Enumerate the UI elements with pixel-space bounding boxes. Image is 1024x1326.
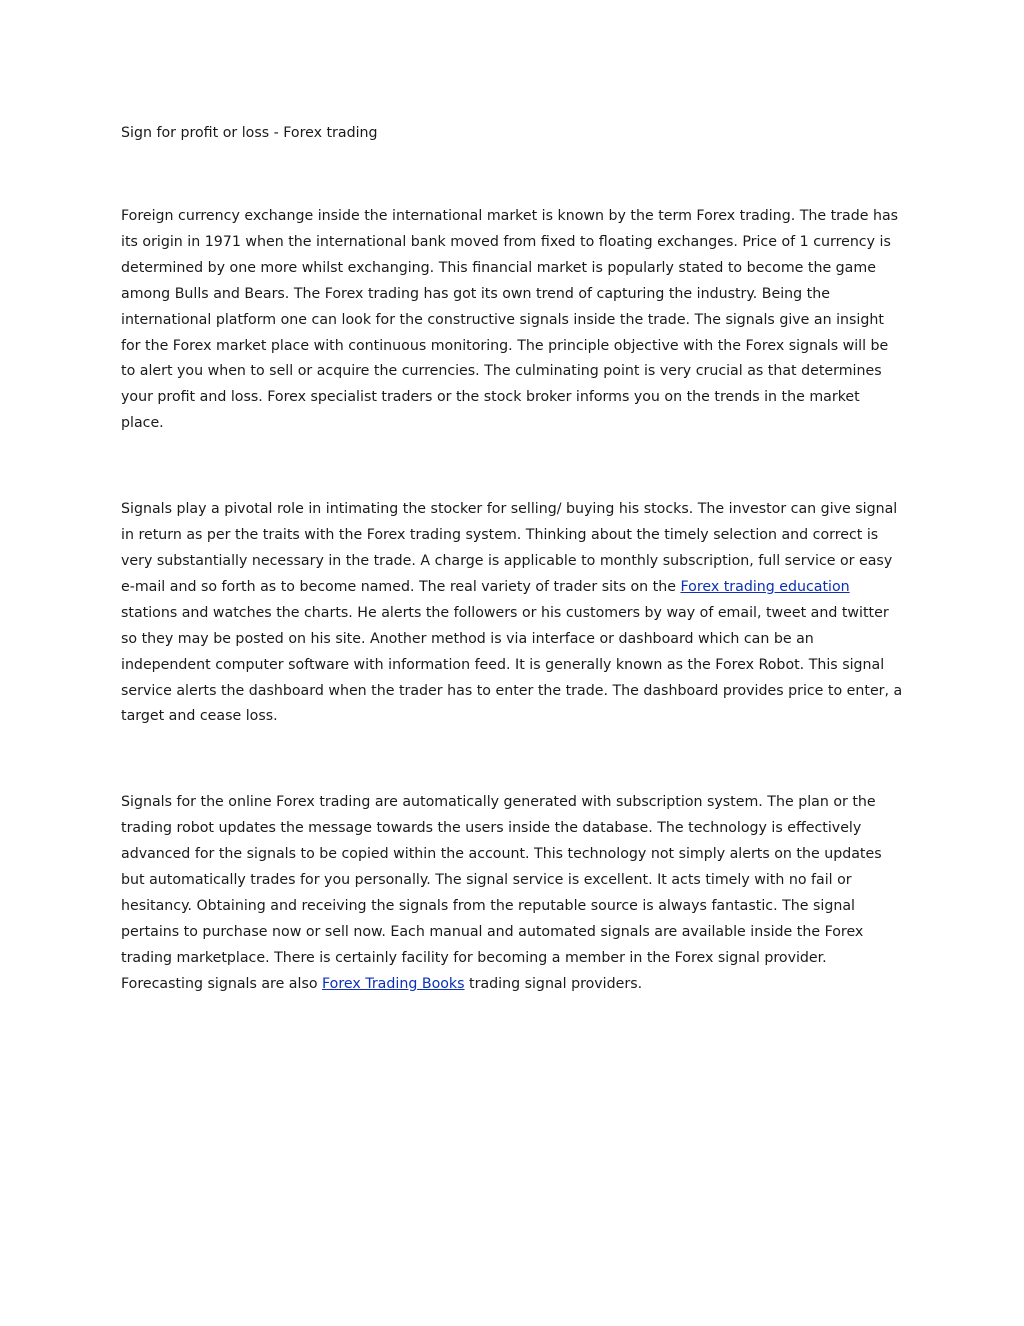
paragraph-text-after-link: trading signal providers. — [464, 975, 643, 992]
paragraph-text-before-link: Signals play a pivotal role in intimating the stocker for selling/ buying his stocks. The investor can give signal in return as per the traits with the Forex trading system. Thinking about the timely selection and correct is very substantially necessary in the trade. A charge is applicable to monthly subscription, full service or easy e-mail and so forth as to become named. The real variety of trader sits on the — [121, 501, 898, 595]
document-page — [121, 120, 906, 998]
paragraph-text-before-link: Signals for the online Forex trading are automatically generated with subscription system. The plan or the trading robot updates the message towards the users inside the database. The technology is effectively advanced for the signals to be copied within the account. This technology not simply alerts on the updates but automatically trades for you personally. The signal service is excellent. It acts timely with no fail or hesitancy. Obtaining and receiving the signals from the reputable source is always fantastic. The signal pertains to purchase now or sell now. Each manual and automated signals are available inside the Forex trading marketplace. There is certainly facility for becoming a member in the Forex signal provider. Forecasting signals are also — [121, 794, 882, 992]
forex-trading-education-link[interactable]: Forex trading education — [680, 578, 850, 595]
paragraph-online-signals — [121, 790, 906, 997]
paragraph-signals-role — [121, 497, 906, 730]
forex-trading-books-link[interactable]: Forex Trading Books — [322, 975, 465, 992]
paragraph-intro-text: Foreign currency exchange inside the international market is known by the term Forex trading. The trade has its origin in 1971 when the international bank moved from fixed to floating exchanges. Price of 1 currency is determined by one more whilst exchanging. This financial market is popularly stated to become the game among Bulls and Bears. The Forex trading has got its own trend of capturing the industry. Being the international platform one can look for the constructive signals inside the trade. The signals give an insight for the Forex market place with continuous monitoring. The principle objective with the Forex signals will be to alert you when to sell or acquire the currencies. The culminating point is very crucial as that determines your profit and loss. Forex specialist traders or the stock broker informs you on the trends in the market place. — [121, 208, 899, 432]
document-title: Sign for profit or loss - Forex trading — [121, 125, 378, 141]
paragraph-intro — [121, 204, 906, 437]
paragraph-text-after-link: stations and watches the charts. He alerts the followers or his customers by way of email, tweet and twitter so they may be posted on his site. Another method is via interface or dashboard which can be an independent computer software with information feed. It is generally known as the Forex Robot. This signal service alerts the dashboard when the trader has to enter the trade. The dashboard provides price to enter, a target and cease loss. — [121, 604, 903, 725]
